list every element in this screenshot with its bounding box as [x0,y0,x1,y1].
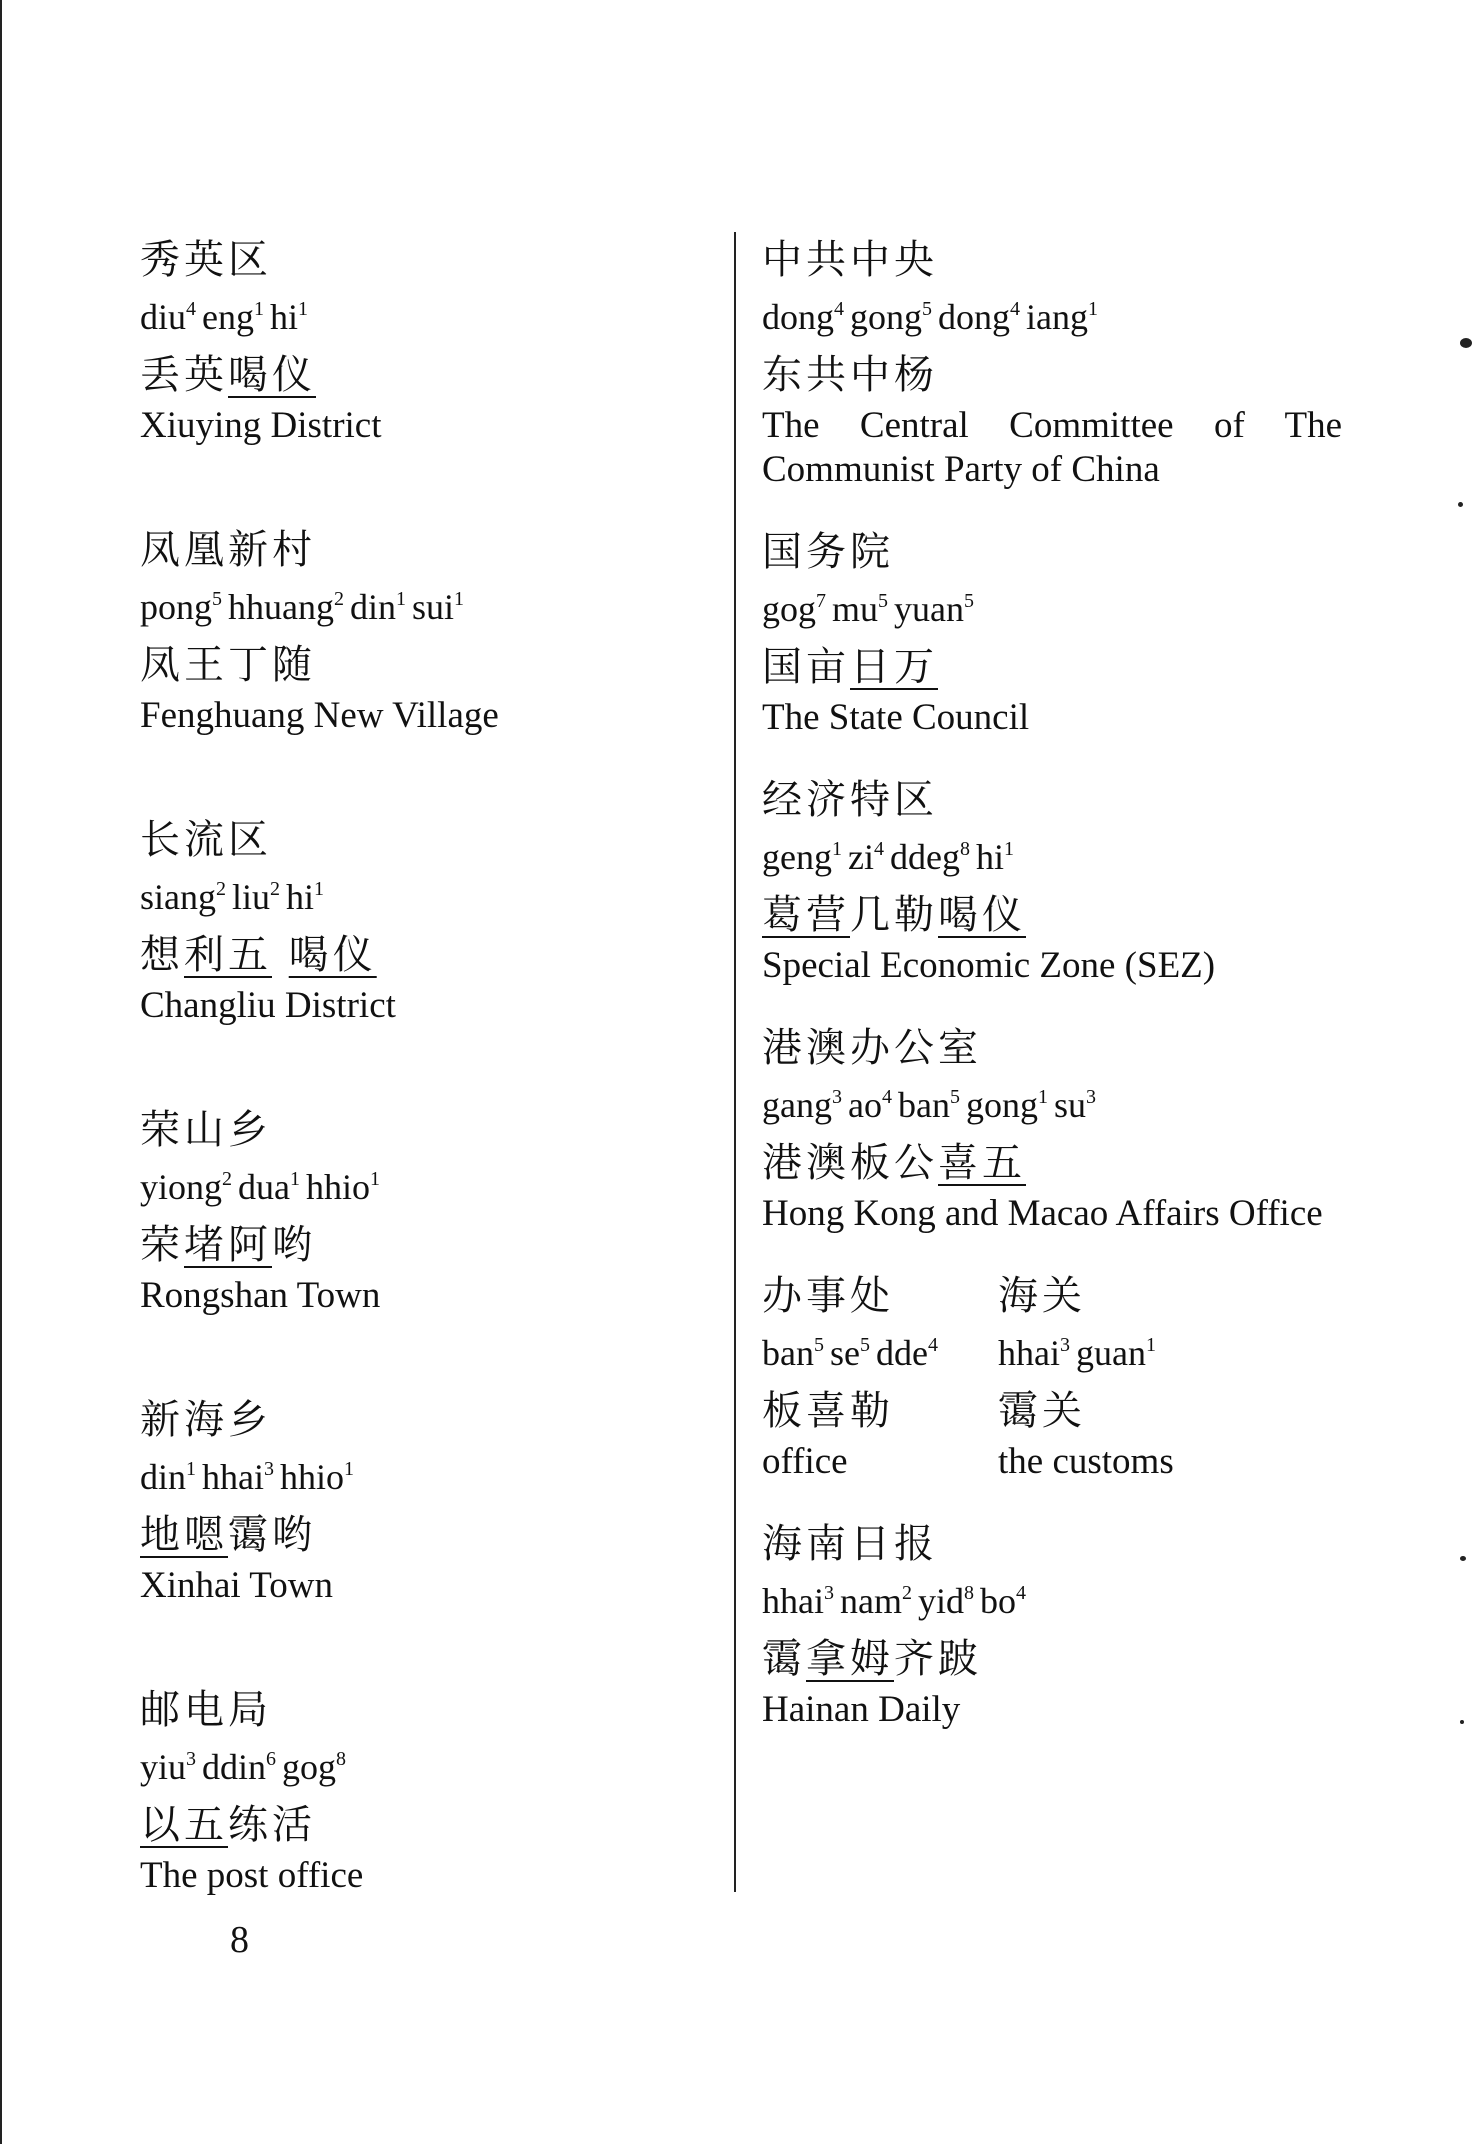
tone-number: 3 [823,1582,834,1604]
pinyin-syllable [202,1747,276,1787]
transliteration-segment [272,932,289,978]
pinyin-syllable [848,1085,892,1125]
syllable-text: dde [875,1333,928,1373]
english-gloss: Rongshan Town [140,1275,381,1316]
tone-number: 4 [834,298,844,320]
chinese-term: 秀英区 [140,237,272,283]
pinyin-syllable [898,1085,960,1125]
pinyin [762,1572,1342,1630]
syllable-text: ddin [202,1747,267,1787]
syllable-text: gang [762,1085,832,1125]
pinyin [762,1076,1342,1134]
chinese-term: 凤凰新村 [140,527,316,573]
tone-number: 2 [222,1168,233,1190]
english-gloss: Xinhai Town [140,1565,334,1606]
tone-number: 1 [1003,838,1014,860]
tone-number: 4 [1010,298,1020,320]
glossary-entry [140,1392,710,1642]
pinyin [762,1324,998,1382]
tone-number: 1 [1037,1086,1048,1108]
chinese-term: 新海乡 [140,1397,272,1443]
tone-number: 4 [1015,1582,1026,1604]
left-column [140,232,710,1972]
chinese-term: 荣山乡 [140,1107,272,1153]
tone-number: 5 [922,298,932,320]
tone-number: 1 [831,838,842,860]
english-gloss: Hainan Daily [762,1689,961,1730]
tone-number: 3 [264,1458,274,1480]
english-gloss: Xiuying District [140,405,382,446]
underlined-segment: 地嗯 [140,1512,228,1558]
pinyin-syllable [280,1457,354,1497]
transliteration [140,1796,710,1854]
syllable-text: din [349,587,396,627]
syllable-text: hhio [280,1457,345,1497]
transliteration-segment: 练活 [228,1802,316,1848]
scan-speck [1460,1556,1466,1561]
transliteration-segment: 齐跛 [894,1636,982,1682]
chinese-term: 海南日报 [762,1521,938,1567]
syllable-text: se [829,1333,860,1373]
tone-number: 1 [290,1168,300,1190]
transliteration-segment: 霭哟 [228,1512,316,1558]
glossary-entry [140,522,710,772]
glossary-entry-pair [762,1268,1342,1484]
syllable-text: ao [847,1085,882,1125]
syllable-text: hhai [762,1581,824,1621]
pinyin-syllable [848,837,884,877]
pinyin-syllable [876,1333,938,1373]
transliteration-segment: 丢英 [140,352,228,398]
pinyin-syllable [918,1581,974,1621]
pinyin-syllable [140,587,222,627]
pinyin-syllable [966,1085,1048,1125]
tone-number: 1 [1145,1334,1156,1356]
tone-number: 7 [816,590,826,612]
glossary-entry [140,1102,710,1352]
syllable-text: hhai [998,1333,1060,1373]
pinyin-syllable [762,1581,834,1621]
tone-number: 4 [186,298,197,320]
pinyin-syllable [980,1581,1026,1621]
glossary-entry [140,1682,710,1932]
pinyin-syllable [840,1581,912,1621]
syllable-text: ban [762,1333,814,1373]
tone-number: 1 [254,298,264,320]
pinyin-syllable [832,589,888,629]
pinyin-syllable [282,1747,346,1787]
tone-number: 5 [859,1334,870,1356]
pinyin [140,1158,710,1216]
english-gloss: Fenghuang New Village [140,695,499,736]
transliteration [762,1630,1342,1688]
pinyin [140,288,710,346]
english-gloss: Hong Kong and Macao Affairs Office [762,1193,1323,1234]
glossary-entry [762,772,1342,988]
syllable-text: mu [832,589,879,629]
syllable-text: yiong [140,1167,223,1207]
underlined-segment: 以五 [140,1802,228,1848]
pinyin-syllable [938,297,1020,337]
syllable-text: sui [412,587,455,627]
right-entries-tail [762,1516,1342,1732]
glossary-entry [140,232,710,482]
transliteration-segment: 凤王丁随 [140,642,316,688]
underlined-segment: 拿姆 [806,1636,894,1682]
chinese-term: 港澳办公室 [762,1025,982,1071]
syllable-text: guan [1075,1333,1146,1373]
tone-number: 1 [454,588,465,610]
tone-number: 4 [881,1086,892,1108]
chinese-term: 长流区 [140,817,272,863]
glossary-entry [140,812,710,1062]
tone-number: 2 [333,588,344,610]
tone-number: 3 [186,1748,197,1770]
transliteration-segment: 东共中杨 [762,352,938,398]
english-gloss: Changliu District [140,985,396,1026]
english-gloss: Special Economic Zone (SEZ) [762,945,1216,986]
syllable-text: yiu [140,1747,187,1787]
pinyin-syllable [412,587,464,627]
underlined-segment: 喜五 [938,1140,1026,1186]
tone-number: 1 [344,1458,355,1480]
pinyin-syllable [228,587,344,627]
pinyin-syllable [140,1457,196,1497]
syllable-text: hi [286,877,315,917]
pinyin-syllable [286,877,324,917]
transliteration-segment: 港澳板公 [762,1140,938,1186]
pinyin [140,1448,710,1506]
pinyin-syllable [1054,1085,1096,1125]
transliteration: 霭关 [998,1388,1086,1434]
transliteration [140,1216,710,1274]
pinyin [140,1738,710,1796]
tone-number: 4 [927,1334,938,1356]
underlined-segment: 葛营 [762,892,850,938]
underlined-segment: 利五 [184,932,272,978]
transliteration-segment: 想 [140,932,184,978]
tone-number: 5 [878,590,889,612]
underlined-segment: 堵阿 [184,1222,272,1268]
tone-number: 5 [212,588,222,610]
glossary-entry [762,1020,1342,1236]
english-gloss: the customs [998,1441,1174,1482]
pinyin [140,578,710,636]
underlined-segment: 喝仪 [288,932,377,978]
tone-number: 1 [298,298,309,320]
pinyin-syllable [140,297,196,337]
transliteration [762,346,1342,404]
underlined-segment: 喝仪 [938,892,1026,938]
chinese-term: 国务院 [762,529,894,575]
pinyin [998,1324,1162,1382]
syllable-text: hhuang [228,587,334,627]
tone-number: 4 [873,838,884,860]
syllable-text: geng [762,837,832,877]
transliteration [762,638,1342,696]
syllable-text: ddeg [889,837,960,877]
pinyin-syllable [306,1167,380,1207]
syllable-text: hi [975,837,1004,877]
syllable-text: bo [979,1581,1016,1621]
syllable-text: nam [839,1581,902,1621]
tone-number: 1 [396,588,406,610]
tone-number: 1 [1087,298,1098,320]
transliteration: 板喜勒 [762,1388,894,1434]
chinese-term: 海关 [998,1273,1086,1319]
pinyin-syllable [1076,1333,1156,1373]
tone-number: 1 [314,878,325,900]
tone-number: 8 [963,1582,974,1604]
pinyin-syllable [830,1333,870,1373]
right-entries [762,232,1342,1236]
syllable-text: dong [938,297,1010,337]
transliteration [140,346,710,404]
scan-speck [1460,338,1472,348]
chinese-term: 中共中央 [762,237,938,283]
pinyin-syllable [238,1167,300,1207]
transliteration-segment: 荣 [140,1222,184,1268]
english-gloss: The post office [140,1855,364,1896]
pinyin-syllable [762,837,842,877]
chinese-term: 办事处 [762,1273,894,1319]
pinyin [140,868,710,926]
glossary-entry [762,524,1342,740]
pinyin-syllable [140,877,226,917]
syllable-text: yid [917,1581,964,1621]
pinyin [762,580,1342,638]
tone-number: 2 [270,878,281,900]
syllable-text: gog [762,589,816,629]
pinyin-syllable [140,1747,196,1787]
english-gloss: The Central Committee of The Communist Party of China [762,405,1342,490]
syllable-text: pong [140,587,212,627]
syllable-text: eng [202,297,254,337]
transliteration [762,1134,1342,1192]
pinyin [762,288,1342,346]
syllable-text: hhio [306,1167,371,1207]
pinyin-syllable [894,589,974,629]
underlined-segment: 日万 [850,644,938,690]
pinyin-syllable [202,1457,274,1497]
syllable-text: gong [965,1085,1038,1125]
syllable-text: dua [238,1167,290,1207]
tone-number: 1 [370,1168,381,1190]
pinyin-syllable [762,297,844,337]
tone-number: 8 [959,838,970,860]
underlined-segment: 喝仪 [228,352,316,398]
pinyin-syllable [762,1333,824,1373]
column-divider [734,232,736,1892]
chinese-term: 邮电局 [140,1687,272,1733]
transliteration-segment: 哟 [272,1222,316,1268]
syllable-text: liu [232,877,271,917]
syllable-text: su [1053,1085,1086,1125]
tone-number: 5 [813,1334,824,1356]
glossary-entry [762,232,1342,492]
transliteration [140,636,710,694]
tone-number: 3 [1059,1334,1070,1356]
pinyin-syllable [998,1333,1070,1373]
syllable-text: gong [850,297,922,337]
tone-number: 2 [216,878,226,900]
syllable-text: ban [897,1085,950,1125]
syllable-text: hhai [202,1457,264,1497]
tone-number: 6 [266,1748,277,1770]
syllable-text: iang [1026,297,1088,337]
transliteration [140,1506,710,1564]
tone-number: 3 [831,1086,842,1108]
transliteration-segment: 国亩 [762,644,850,690]
right-column [762,232,1342,1764]
pinyin-syllable [1026,297,1098,337]
pinyin-syllable [350,587,406,627]
pinyin-syllable [232,877,280,917]
scan-speck [1460,1720,1464,1724]
tone-number: 1 [186,1458,197,1480]
english-gloss: The State Council [762,697,1030,738]
page-number: 8 [230,1919,249,1961]
syllable-text: diu [140,297,187,337]
tone-number: 5 [964,590,974,612]
pinyin-syllable [762,589,826,629]
syllable-text: siang [140,877,216,917]
pinyin-syllable [890,837,970,877]
syllable-text: din [140,1457,187,1497]
english-gloss: office [762,1441,848,1482]
pinyin-syllable [270,297,308,337]
tone-number: 3 [1085,1086,1096,1108]
pinyin-syllable [976,837,1014,877]
tone-number: 5 [949,1086,960,1108]
transliteration [140,926,710,984]
syllable-text: yuan [894,589,964,629]
tone-number: 8 [336,1748,347,1770]
page-edge-line [0,0,2,2144]
syllable-text: hi [270,297,299,337]
syllable-text: dong [762,297,834,337]
pinyin-syllable [850,297,932,337]
syllable-text: gog [282,1747,337,1787]
chinese-term: 经济特区 [762,777,938,823]
scan-speck [1458,502,1463,507]
pinyin [762,828,1342,886]
transliteration-segment: 霭 [762,1636,806,1682]
pinyin-syllable [762,1085,842,1125]
transliteration [762,886,1342,944]
pinyin-syllable [202,297,264,337]
glossary-entry [762,1516,1342,1732]
syllable-text: zi [847,837,874,877]
pinyin-syllable [140,1167,232,1207]
transliteration-segment: 几勒 [850,892,938,938]
tone-number: 2 [901,1582,912,1604]
